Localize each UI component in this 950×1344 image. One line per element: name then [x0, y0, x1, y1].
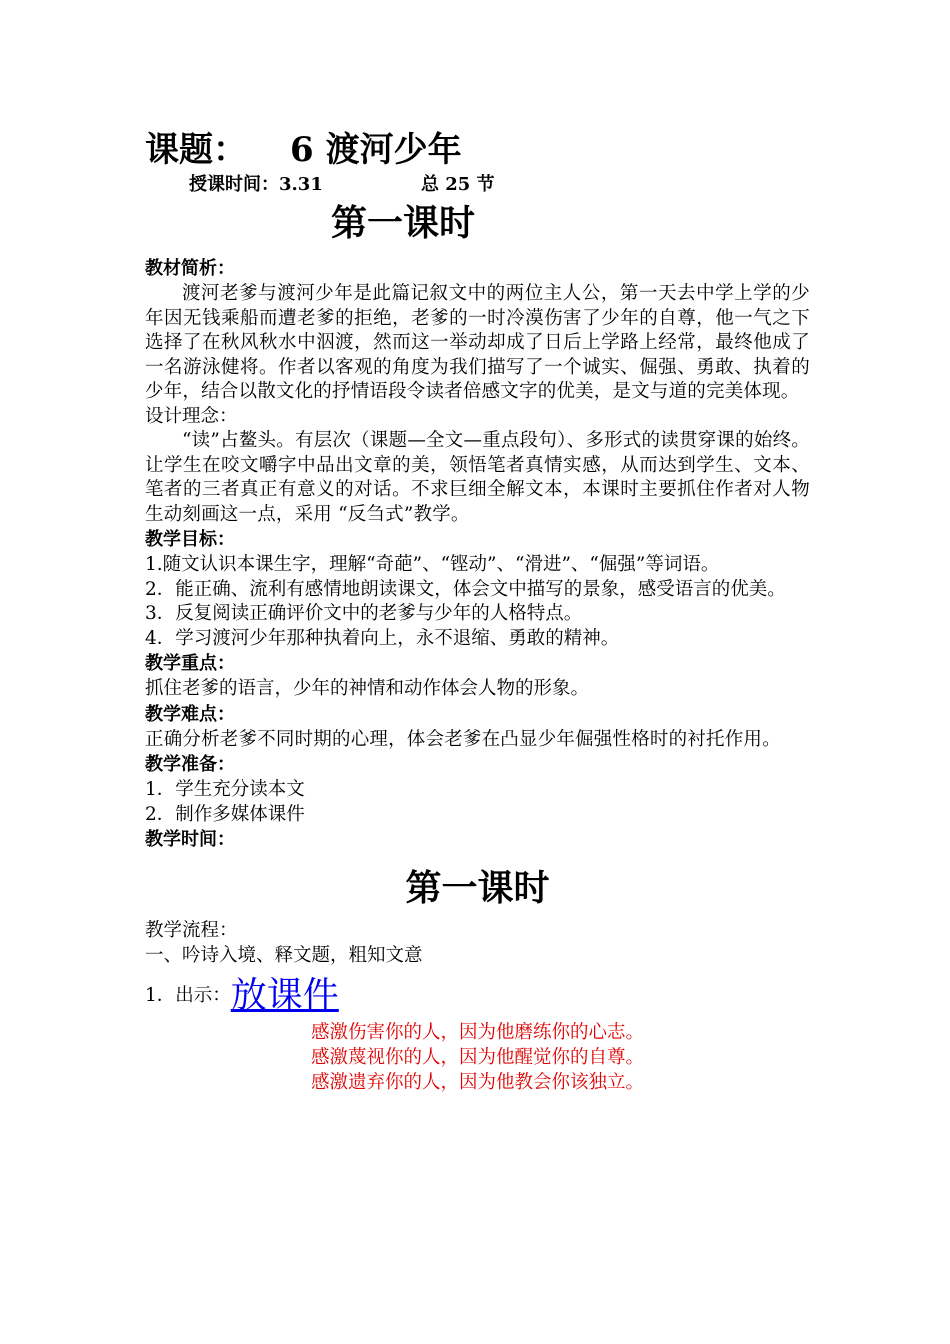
design-text: “读”占鳌头。有层次（课题—全文—重点段句）、多形式的读贯穿课的始终。让学生在咬文嚼字中品出文章的美，领悟笔者真情实感，从而达到学生、文本、笔者的三者真正有意义的对话。不求巨细全解文本，本课时主要抓住作者对人物生动刻画这一点，采用 “反刍式”教学。	[145, 430, 810, 525]
lesson-meta	[145, 172, 810, 198]
title-prefix: 课题：	[145, 130, 247, 170]
goal-item: 4．学习渡河少年那种执着向上，永不退缩、勇敢的精神。	[145, 627, 620, 649]
process-label: 教学流程：	[145, 920, 238, 941]
quote-line: 感激蔑视你的人，因为他醒觉你的自尊。	[311, 1047, 645, 1068]
goal-item: 2．能正确、流利有感情地朗读课文，体会文中描写的景象，感受语言的优美。	[145, 578, 786, 600]
goal-item: 1.随文认识本课生字，理解“奇葩”、“铿动”、“滑进”、“倔强”等词语。	[145, 554, 720, 575]
preparation-item: 2．制作多媒体课件	[145, 803, 305, 825]
key-points-label: 教学重点：	[145, 653, 235, 674]
period-heading: 第一课时	[331, 202, 476, 244]
quote-line: 感激伤害你的人，因为他磨练你的心志。	[311, 1022, 645, 1043]
show-line	[145, 972, 810, 1020]
lesson-name: 渡河少年	[325, 130, 462, 170]
period-heading-2: 第一课时	[405, 867, 550, 909]
analysis-label: 教材简析：	[145, 258, 235, 279]
process-step-1: 一、吟诗入境、释文题，粗知文意	[145, 944, 423, 966]
design-label: 设计理念：	[145, 405, 238, 427]
analysis-text: 渡河老爹与渡河少年是此篇记叙文中的两位主人公，第一天去中学上学的少年因无钱乘船而遭老爹的拒绝，老爹的一时冷漠伤害了少年的自尊，他一气之下选择了在秋风秋水中泅渡，然而这一举动却成了日后上学路上经常，最终他成了一名游泳健将。作者以客观的角度为我们描写了一个诚实、倔强、勇敢、执着的少年，结合以散文化的抒情语段令读者倍感文字的优美，是文与道的完美体现。	[145, 283, 810, 402]
lesson-number: 6	[290, 130, 314, 170]
play-courseware-link[interactable]: 放课件	[230, 975, 339, 1016]
difficulties-label: 教学难点：	[145, 703, 235, 725]
quote-line: 感激遗弃你的人，因为他教会你该独立。	[311, 1072, 645, 1093]
document-page	[145, 128, 810, 1095]
goal-item: 3．反复阅读正确评价文中的老爹与少年的人格特点。	[145, 603, 583, 624]
preparation-label: 教学准备：	[145, 754, 235, 775]
lesson-title	[145, 128, 810, 172]
goals-label: 教学目标：	[145, 529, 235, 550]
difficulties-text: 正确分析老爹不同时期的心理，体会老爹在凸显少年倔强性格时的衬托作用。	[145, 728, 781, 750]
key-points-text: 抓住老爹的语言，少年的神情和动作体会人物的形象。	[145, 678, 590, 699]
teach-time: 授课时间：3.31	[189, 174, 323, 195]
total-periods: 总 25 节	[421, 174, 495, 195]
preparation-item: 1．学生充分读本文	[145, 779, 305, 800]
time-label: 教学时间：	[145, 829, 235, 850]
show-prefix: 1．出示：	[145, 985, 231, 1006]
